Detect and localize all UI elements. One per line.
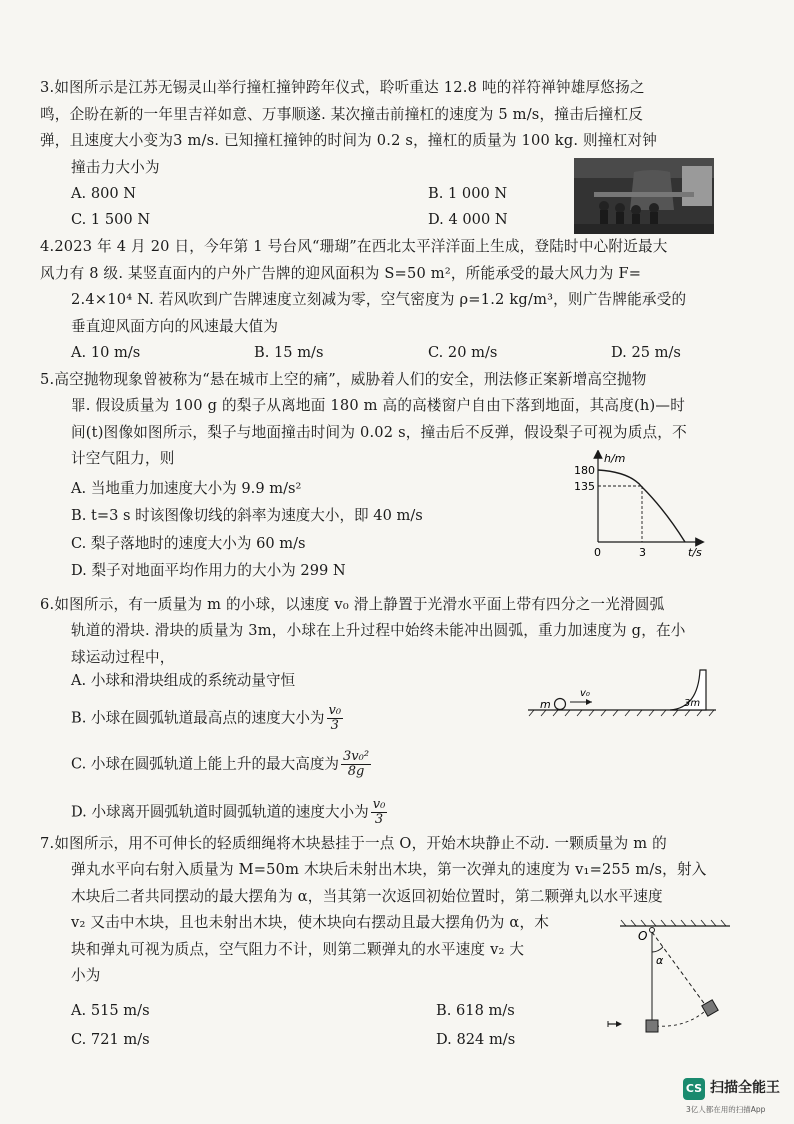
watermark-title: 扫描全能王 [710, 1080, 780, 1096]
angle-label: α [656, 954, 664, 967]
q6-option-b-fraction [327, 704, 344, 733]
q6-b-denominator: 3 [330, 718, 339, 733]
q7-option-d: D. 824 m/s [436, 1031, 516, 1048]
q6-option-d-text: D. 小球离开圆弧轨道时圆弧轨道的速度大小为 [71, 803, 369, 821]
height-time-graph [560, 450, 710, 560]
swing-arc [656, 1012, 704, 1026]
pivot-point [650, 928, 655, 933]
pivot-label: O [638, 929, 648, 943]
q7-line-4: v₂ 又击中木块，且也未射出木块，使木块向右摆动且最大摆角仍为 α，木 [71, 914, 550, 931]
graph-tick-3: 3 [639, 546, 646, 559]
wood-block-swung [702, 1000, 718, 1016]
q3-option-b: B. 1 000 N [428, 185, 508, 202]
q7-option-b: B. 618 m/s [436, 1002, 515, 1019]
q6-option-c [71, 750, 373, 779]
q3-option-d: D. 4 000 N [428, 211, 508, 228]
graph-tick-180: 180 [574, 464, 595, 477]
graph-curve [598, 470, 685, 542]
swung-string [652, 932, 706, 1006]
q3-line-2: 鸣，企盼在新的一年里吉祥如意、万事顺遂. 某次撞击前撞杠的速度为 5 m/s，撞击后撞杠反 [40, 106, 644, 123]
bullet-icon [616, 1021, 622, 1027]
q6-d-denominator: 3 [374, 812, 384, 827]
q6-option-d-fraction [371, 798, 388, 827]
q3-line-3: 弹，且速度大小变为3 m/s. 已知撞杠撞钟的时间为 0.2 s，撞杠的质量为 100 kg. 则撞杠对钟 [40, 132, 658, 149]
q6-option-d [71, 798, 389, 827]
q7-option-a: A. 515 m/s [71, 1002, 150, 1019]
ball-mass-label: m [540, 698, 551, 711]
q6-d-numerator: v₀ [372, 797, 386, 812]
q5-line-3: 间(t)图像如图所示，梨子与地面撞击时间为 0.02 s，撞击后不反弹，假设梨子可视为质点，不 [71, 424, 687, 441]
graph-tick-0: 0 [594, 546, 601, 559]
q7-line-5: 块和弹丸可视为质点，空气阻力不计，则第二颗弹丸的水平速度 v₂ 大 [71, 941, 525, 958]
camscanner-logo-icon: CS [683, 1078, 705, 1100]
q7-line-2: 弹丸水平向右射入质量为 M=50m 木块后未射出木块，第一次弹丸的速度为 v₁=255 m/s，射入 [71, 861, 707, 878]
q6-option-c-text: C. 小球在圆弧轨道上能上升的最大高度为 [71, 755, 340, 773]
q5-option-a: A. 当地重力加速度大小为 9.9 m/s² [71, 480, 302, 497]
q4-line-4: 垂直迎风面方向的风速最大值为 [71, 318, 279, 335]
q7-line-6: 小为 [71, 967, 101, 984]
velocity-label: v₀ [580, 688, 590, 699]
q4-option-a: A. 10 m/s [71, 344, 141, 361]
q6-option-b [71, 704, 345, 733]
q6-c-numerator: 3v₀² [343, 749, 370, 764]
watermark-subtitle: 3亿人都在用的扫描App [686, 1105, 766, 1114]
q7-line-1: 7.如图所示，用不可伸长的轻质细绳将木块悬挂于一点 O，开始木块静止不动. 一颗质量为 m 的 [40, 835, 667, 852]
q6-option-b-text: B. 小球在圆弧轨道最高点的速度大小为 [71, 709, 325, 727]
q4-line-1: 4.2023 年 4 月 20 日，今年第 1 号台风“珊瑚”在西北太平洋洋面上生成，登陆时中心附近最大 [40, 238, 668, 255]
q6-line-3: 球运动过程中， [71, 649, 175, 666]
q6-line-1: 6.如图所示，有一质量为 m 的小球，以速度 v₀ 滑上静置于光滑水平面上带有四分之一光滑圆弧 [40, 596, 665, 613]
q6-c-denominator: 8g [347, 764, 365, 779]
graph-tick-135: 135 [574, 480, 595, 493]
velocity-arrow [586, 699, 592, 705]
q5-option-b: B. t=3 s 时该图像切线的斜率为速度大小，即 40 m/s [71, 507, 423, 524]
q3-option-c: C. 1 500 N [71, 211, 151, 228]
q3-option-a: A. 800 N [71, 185, 137, 202]
slider-mass-label: 3m [684, 698, 701, 709]
q6-option-c-fraction [341, 750, 371, 779]
q5-line-4: 计空气阻力，则 [71, 450, 175, 467]
graph-xlabel: t/s [688, 546, 702, 559]
ball [555, 699, 566, 710]
q5-line-2: 罪. 假设质量为 100 g 的梨子从离地面 180 m 高的高楼窗户自由下落到地面，其高度(h)—时 [71, 397, 685, 414]
q7-line-3: 木块后二者共同摆动的最大摆角为 α，当其第一次返回初始位置时，第二颗弹丸以水平速度 [71, 888, 663, 905]
bell-ceremony-photo [574, 158, 714, 234]
q7-option-c: C. 721 m/s [71, 1031, 150, 1048]
q5-option-d: D. 梨子对地面平均作用力的大小为 299 N [71, 562, 346, 579]
q6-b-numerator: v₀ [328, 703, 342, 718]
q6-line-2: 轨道的滑块. 滑块的质量为 3m，小球在上升过程中始终未能冲出圆弧，重力加速度为 g，在小 [71, 622, 686, 639]
q4-option-d: D. 25 m/s [611, 344, 681, 361]
wood-block [646, 1020, 658, 1032]
q6-option-a: A. 小球和滑块组成的系统动量守恒 [71, 672, 296, 689]
q4-option-c: C. 20 m/s [428, 344, 498, 361]
q5-option-c: C. 梨子落地时的速度大小为 60 m/s [71, 535, 306, 552]
q4-line-2: 风力有 8 级. 某竖直面内的户外广告牌的迎风面积为 S=50 m²，所能承受的最大风力为 F= [40, 265, 642, 282]
graph-ylabel: h/m [604, 452, 626, 465]
q3-line-4: 撞击力大小为 [71, 159, 160, 176]
q4-option-b: B. 15 m/s [254, 344, 324, 361]
pendulum-diagram [600, 918, 740, 1038]
q4-line-3: 2.4×10⁴ N. 若风吹到广告牌速度立刻减为零，空气密度为 ρ=1.2 kg/m³，则广告牌能承受的 [71, 291, 687, 308]
q3-line-1: 3.如图所示是江苏无锡灵山举行撞杠撞钟跨年仪式，聆听重达 12.8 吨的祥符禅钟雄厚悠扬之 [40, 79, 645, 96]
arc-slider-diagram [520, 660, 720, 725]
q5-line-1: 5.高空抛物现象曾被称为“悬在城市上空的痛”，威胁着人们的安全，刑法修正案新增高空抛物 [40, 371, 647, 388]
